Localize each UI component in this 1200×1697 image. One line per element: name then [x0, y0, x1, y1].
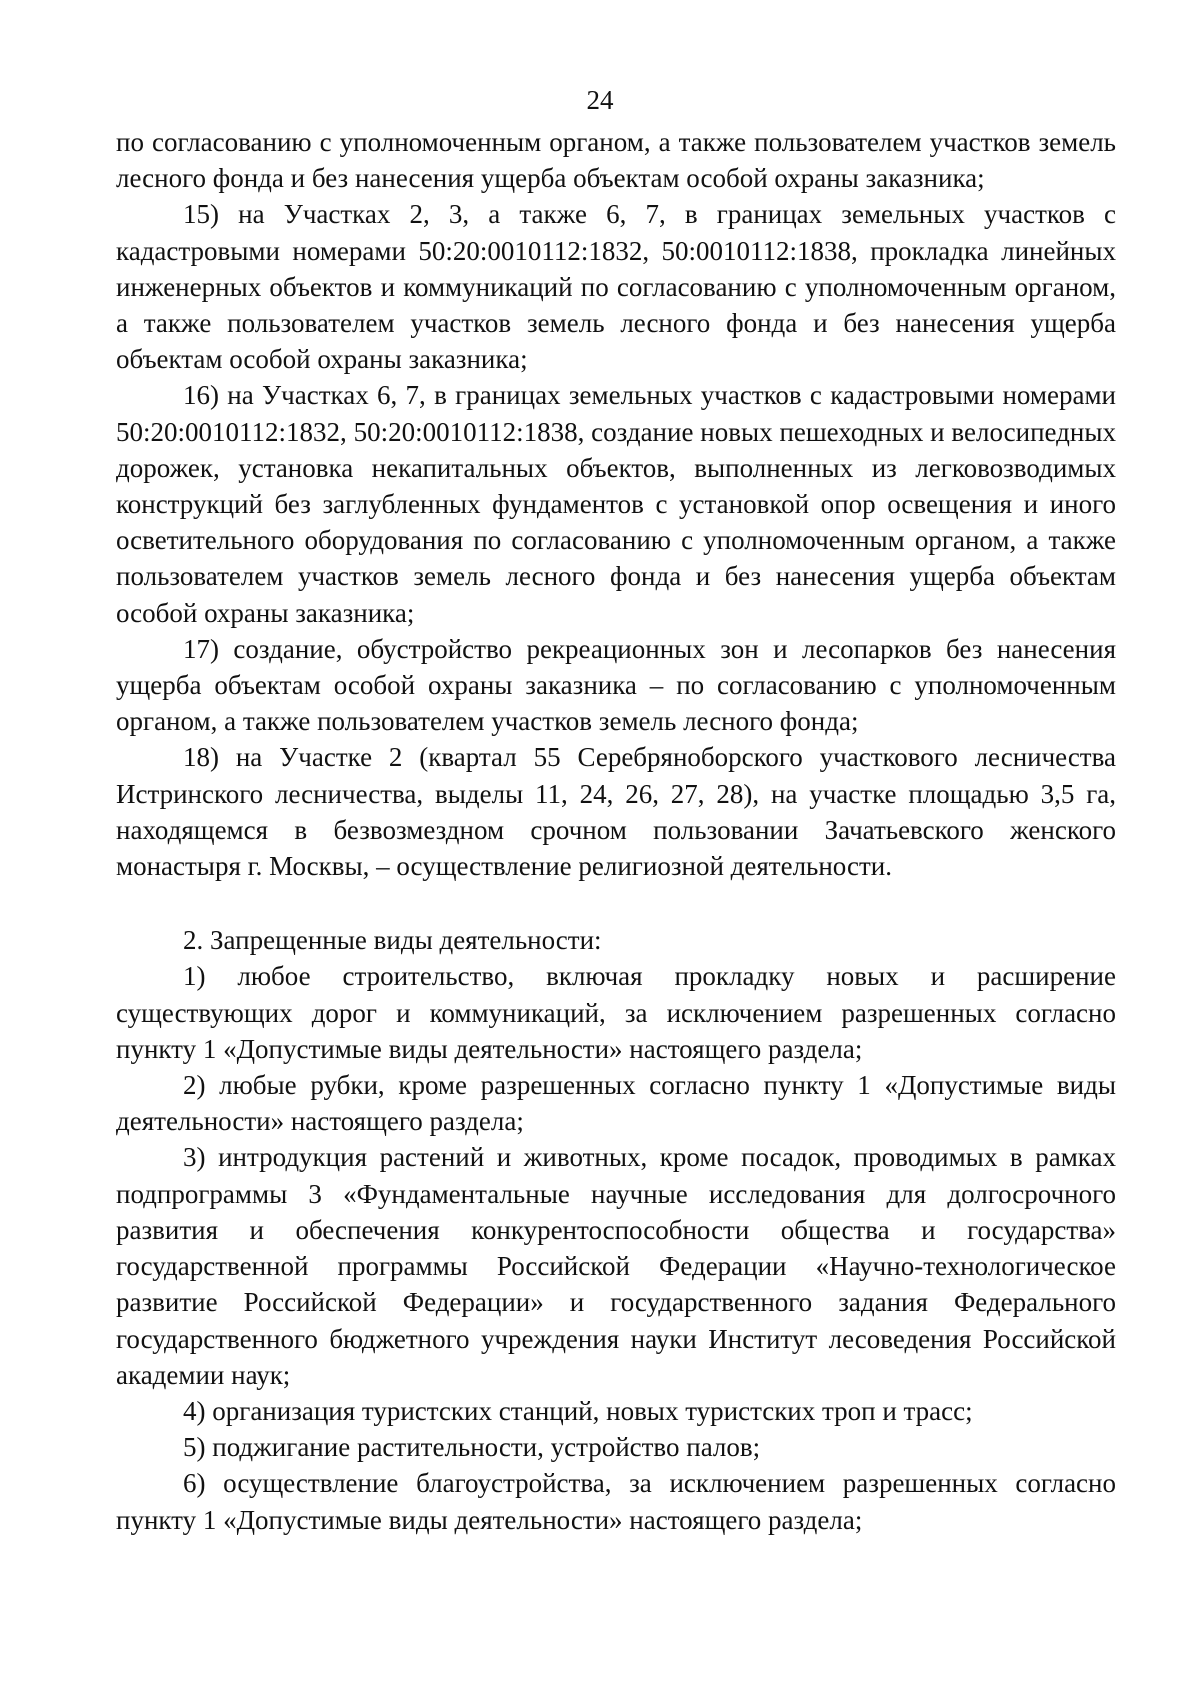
prohibited-item-2: 2) любые рубки, кроме разрешенных согласно пункту 1 «Допустимые виды деятельности» настоящего раздела; [116, 1070, 1116, 1137]
prohibited-item-1: 1) любое строительство, включая прокладку новых и расширение существующих дорог и коммуникаций, за исключением разрешенных согласно пункту 1 «Допустимые виды деятельности» настоящего раздела; [116, 961, 1116, 1064]
prohibited-item-6: 6) осуществление благоустройства, за исключением разрешенных согласно пункту 1 «Допустимые виды деятельности» настоящего раздела; [116, 1468, 1116, 1535]
list-item-15: 15) на Участках 2, 3, а также 6, 7, в границах земельных участков с кадастровыми номерами 50:20:0010112:1832, 50:0010112:1838, прокладка линейных инженерных объектов и коммуникаций по согласованию с уполномоченным органом, а также пользователем участков земель лесного фонда и без нанесения ущерба объектам особой охраны заказника; [116, 199, 1116, 375]
document-body [116, 124, 1116, 1538]
list-item-18: 18) на Участке 2 (квартал 55 Серебряноборского участкового лесничества Истринского лесничества, выделы 11, 24, 26, 27, 28), на участке площадью 3,5 га, находящемся в безвозмездном срочном пользовании Зачатьевского женского монастыря г. Москвы, – осуществление религиозной деятельности. [116, 742, 1116, 882]
paragraph-continuation: по согласованию с уполномоченным органом, а также пользователем участков земель лесного фонда и без нанесения ущерба объектам особой охраны заказника; [116, 127, 1116, 194]
prohibited-item-4: 4) организация туристских станций, новых туристских троп и трасс; [183, 1395, 973, 1426]
list-item-17: 17) создание, обустройство рекреационных зон и лесопарков без нанесения ущерба объектам особой охраны заказника – по согласованию с уполномоченным органом, а также пользователем участков земель лесного фонда; [116, 633, 1116, 737]
prohibited-item-5: 5) поджигание растительности, устройство палов; [183, 1432, 761, 1463]
section-heading-prohibited-activities: 2. Запрещенные виды деятельности: [183, 925, 602, 956]
page-number: 24 [586, 85, 614, 115]
prohibited-item-3: 3) интродукция растений и животных, кроме посадок, проводимых в рамках подпрограммы 3 «Фундаментальные научные исследования для долгосрочного развития и обеспечения конкурентоспособности общества и государства» государственной программы Российской Федерации «Научно-технологическое развитие Российской Федерации» и государственного задания Федерального государственного бюджетного учреждения науки Институт лесоведения Российской академии наук; [116, 1142, 1116, 1390]
list-item-16: 16) на Участках 6, 7, в границах земельных участков с кадастровыми номерами 50:20:0010112:1832, 50:20:0010112:1838, создание новых пешеходных и велосипедных дорожек, установка некапитальных объектов, выполненных из легковозводимых конструкций без заглубленных фундаментов с установкой опор освещения и иного осветительного оборудования по согласованию с уполномоченным органом, а также пользователем участков земель лесного фонда и без нанесения ущерба объектам особой охраны заказника; [116, 380, 1116, 628]
